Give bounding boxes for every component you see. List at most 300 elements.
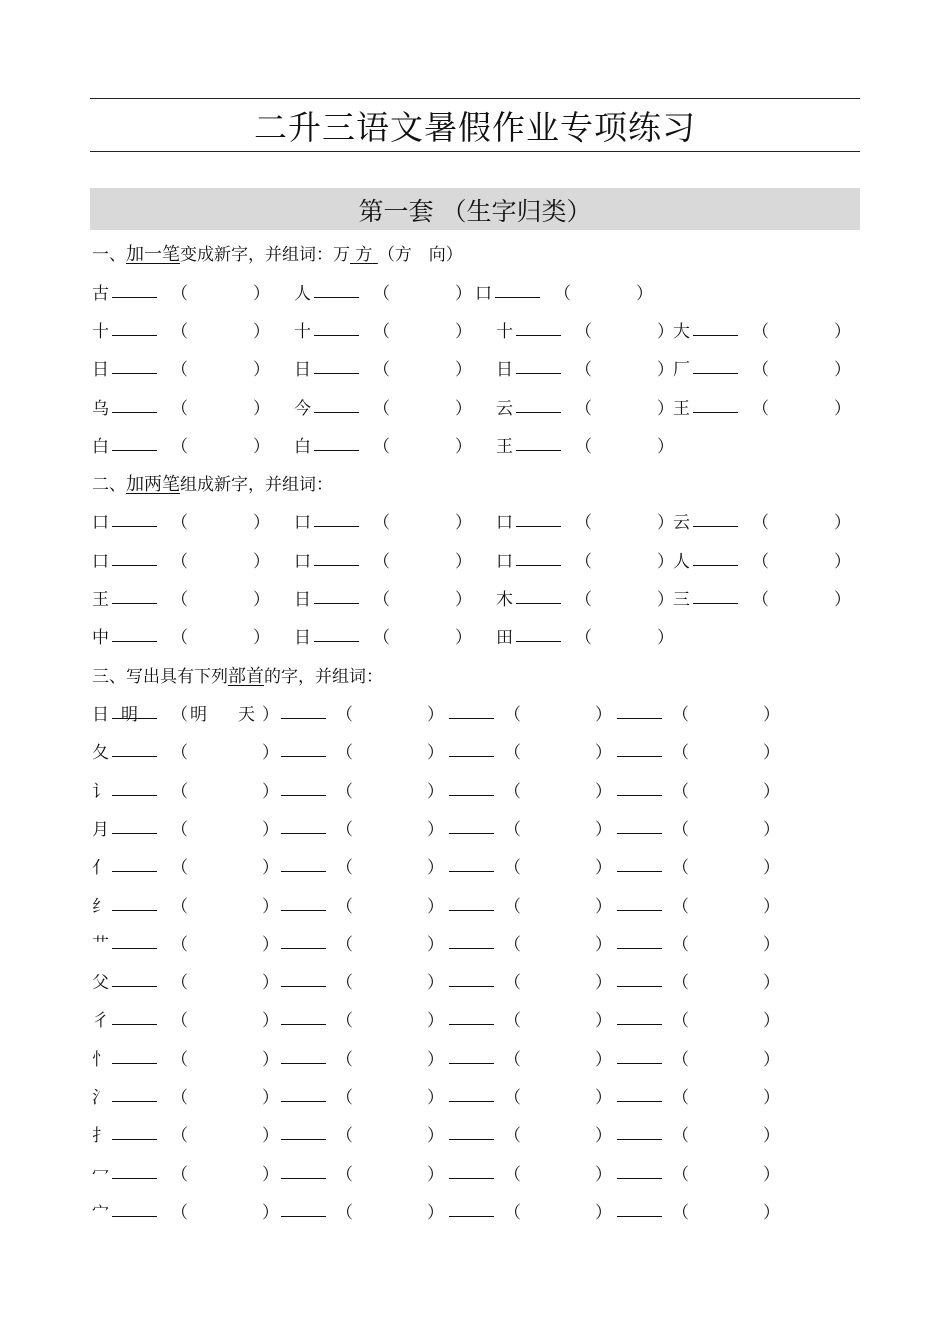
new-char-blank[interactable] [112, 1178, 157, 1179]
new-char-blank[interactable] [693, 373, 738, 374]
new-char-blank[interactable] [495, 297, 540, 298]
section1-prefix: 一、 [92, 245, 126, 265]
paren-open: （ [752, 399, 769, 419]
paren-open: （ [672, 1088, 689, 1108]
paren-close: ） [427, 1164, 444, 1185]
paren-close: ） [427, 1011, 444, 1032]
paren-open: （ [171, 628, 188, 648]
new-char-blank[interactable] [516, 603, 561, 604]
base-char: 十 [294, 322, 311, 342]
char-blank[interactable] [281, 1101, 326, 1102]
new-char-blank[interactable] [112, 526, 157, 527]
paren-open: （ [336, 1126, 353, 1147]
paren-open: （ [752, 552, 769, 572]
paren-close: ） [763, 896, 780, 917]
new-char-blank[interactable] [693, 565, 738, 566]
char-blank[interactable] [449, 795, 494, 796]
char-blank[interactable] [449, 871, 494, 872]
paren-close: ） [763, 1164, 780, 1185]
char-blank[interactable] [449, 1178, 494, 1179]
paren-open: （ [504, 1202, 521, 1223]
new-char-blank[interactable] [112, 641, 157, 642]
base-char: 氵 [92, 1088, 109, 1108]
char-blank[interactable] [281, 718, 326, 719]
paren-close: ） [262, 1088, 279, 1108]
paren-open: （ [504, 781, 521, 802]
base-char: 口 [92, 513, 109, 533]
new-char-blank[interactable] [314, 373, 359, 374]
paren-open: （ [171, 322, 188, 342]
section3-keyword: 部首 [228, 666, 264, 687]
example-answer: 明 [121, 705, 138, 725]
paren-close: ） [427, 1202, 444, 1223]
paren-open: （ [171, 590, 188, 610]
paren-close: ） [262, 973, 279, 994]
base-char: 今 [294, 399, 311, 419]
new-char-blank[interactable] [516, 565, 561, 566]
char-blank[interactable] [449, 1216, 494, 1217]
paren-open: （ [373, 437, 390, 457]
new-char-blank[interactable] [112, 565, 157, 566]
paren-close: ） [595, 858, 612, 879]
section1-example-words: （方 向） [377, 245, 463, 265]
paren-close: ） [595, 934, 612, 955]
paren-open: （ [504, 819, 521, 840]
base-char: 十 [496, 322, 513, 342]
base-char: 白 [92, 437, 109, 457]
paren-open: （ [171, 1088, 188, 1108]
base-char: 口 [475, 284, 492, 304]
paren-open: （ [171, 513, 188, 533]
paren-close: ） [595, 819, 612, 840]
section3-prefix: 三、写出具有下列 [92, 667, 228, 687]
paren-open: （ [575, 552, 592, 572]
base-char: 王 [496, 437, 513, 457]
page-title: 二升三语文暑假作业专项练习 [254, 108, 696, 147]
paren-close: ） [657, 513, 674, 533]
set-header [90, 188, 860, 230]
paren-open: （ [672, 1011, 689, 1032]
char-blank[interactable] [281, 948, 326, 949]
new-char-blank[interactable] [112, 948, 157, 949]
paren-open: （ [171, 1202, 188, 1223]
paren-close: ） [595, 1049, 612, 1070]
base-char: 父 [92, 973, 109, 994]
base-char: 艹 [92, 934, 109, 955]
paren-open: （ [336, 781, 353, 802]
char-blank[interactable] [449, 756, 494, 757]
paren-open: （ [171, 1126, 188, 1147]
paren-close: ） [253, 322, 270, 342]
paren-close: ） [834, 513, 851, 533]
base-char: 大 [673, 322, 690, 342]
char-blank[interactable] [449, 833, 494, 834]
paren-close: ） [763, 781, 780, 802]
paren-close: ） [763, 1202, 780, 1223]
paren-close: ） [763, 934, 780, 955]
base-char: 日 [92, 705, 109, 725]
char-blank[interactable] [281, 986, 326, 987]
paren-close: ） [427, 1126, 444, 1147]
new-char-blank[interactable] [112, 986, 157, 987]
paren-open: （ [373, 284, 390, 304]
new-char-blank[interactable] [112, 297, 157, 298]
paren-close: ） [595, 1126, 612, 1147]
base-char: 讠 [92, 781, 109, 802]
paren-open: （ [575, 322, 592, 342]
paren-open: （ [672, 896, 689, 917]
char-blank[interactable] [617, 871, 662, 872]
base-char: 厂 [673, 360, 690, 380]
paren-close: ） [262, 1202, 279, 1223]
char-blank[interactable] [281, 756, 326, 757]
paren-close: ） [427, 1088, 444, 1108]
paren-open: （ [575, 590, 592, 610]
char-blank[interactable] [617, 1101, 662, 1102]
paren-close: ） [253, 628, 270, 648]
base-char: 王 [673, 399, 690, 419]
paren-open: （ [752, 360, 769, 380]
paren-open: （ [504, 934, 521, 955]
paren-close: ） [427, 781, 444, 802]
paren-close: ） [455, 399, 472, 419]
base-char: 中 [92, 628, 109, 648]
paren-open: （ [171, 781, 188, 802]
new-char-blank[interactable] [112, 450, 157, 451]
paren-close: ） [595, 1088, 612, 1108]
base-char: 口 [496, 513, 513, 533]
new-char-blank[interactable] [112, 412, 157, 413]
paren-close: ） [262, 705, 279, 725]
paren-open: （ [504, 973, 521, 994]
paren-open: （ [752, 513, 769, 533]
base-char: 宀 [92, 1202, 109, 1223]
section2-prefix: 二、 [92, 475, 126, 495]
char-blank[interactable] [281, 1024, 326, 1025]
paren-close: ） [657, 322, 674, 342]
new-char-blank[interactable] [693, 412, 738, 413]
base-char: 人 [673, 552, 690, 572]
paren-close: ） [595, 973, 612, 994]
paren-open: （ [171, 1049, 188, 1070]
char-blank[interactable] [617, 1063, 662, 1064]
paren-open: （ [575, 437, 592, 457]
paren-open: （ [336, 743, 353, 764]
char-blank[interactable] [617, 756, 662, 757]
set-title: 第一套 （生字归类） [358, 197, 592, 226]
paren-open: （ [504, 1164, 521, 1185]
paren-close: ） [427, 705, 444, 725]
char-blank[interactable] [449, 718, 494, 719]
new-char-blank[interactable] [516, 335, 561, 336]
new-char-blank[interactable] [112, 373, 157, 374]
section1-instruction [92, 240, 463, 266]
paren-close: ） [763, 1126, 780, 1147]
paren-open: （ [171, 284, 188, 304]
section3-rest: 的字，并组词： [264, 667, 383, 687]
base-char: 彳 [92, 1011, 109, 1032]
char-blank[interactable] [281, 1063, 326, 1064]
paren-open: （ [336, 896, 353, 917]
char-blank[interactable] [281, 1216, 326, 1217]
paren-close: ） [253, 437, 270, 457]
paren-close: ） [427, 819, 444, 840]
paren-open: （ [373, 628, 390, 648]
paren-open: （ [504, 1088, 521, 1108]
char-blank[interactable] [449, 1101, 494, 1102]
base-char: 古 [92, 284, 109, 304]
new-char-blank[interactable] [112, 910, 157, 911]
paren-close: ） [262, 1164, 279, 1185]
char-blank[interactable] [281, 833, 326, 834]
paren-open: （ [171, 819, 188, 840]
paren-open: （ [504, 896, 521, 917]
paren-close: ） [763, 1088, 780, 1108]
paren-close: ） [427, 858, 444, 879]
paren-close: ） [636, 284, 653, 304]
new-char-blank[interactable] [314, 412, 359, 413]
paren-open: （ [171, 360, 188, 380]
base-char: 口 [92, 552, 109, 572]
paren-open: （ [373, 322, 390, 342]
paren-close: ） [253, 590, 270, 610]
char-blank[interactable] [617, 986, 662, 987]
char-blank[interactable] [617, 718, 662, 719]
paren-close: ） [763, 858, 780, 879]
base-char: 乌 [92, 399, 109, 419]
paren-close: ） [595, 781, 612, 802]
char-blank[interactable] [281, 871, 326, 872]
char-blank[interactable] [449, 948, 494, 949]
new-char-blank[interactable] [314, 526, 359, 527]
base-char: 口 [294, 552, 311, 572]
paren-close: ） [455, 360, 472, 380]
paren-open: （ [373, 399, 390, 419]
paren-open: （ [504, 1126, 521, 1147]
paren-open: （ [672, 858, 689, 879]
new-char-blank[interactable] [314, 603, 359, 604]
new-char-blank[interactable] [112, 1063, 157, 1064]
paren-close: ） [262, 1049, 279, 1070]
char-blank[interactable] [617, 833, 662, 834]
base-char: 纟 [92, 896, 109, 917]
paren-close: ） [455, 513, 472, 533]
new-char-blank[interactable] [693, 526, 738, 527]
paren-open: （ [171, 743, 188, 764]
new-char-blank[interactable] [112, 1024, 157, 1025]
new-char-blank[interactable] [314, 565, 359, 566]
paren-close: ） [262, 1011, 279, 1032]
base-char: 扌 [92, 1126, 109, 1147]
char-blank[interactable] [449, 1024, 494, 1025]
new-char-blank[interactable] [314, 297, 359, 298]
new-char-blank[interactable] [516, 412, 561, 413]
paren-close: ） [657, 399, 674, 419]
paren-close: ） [262, 743, 279, 764]
paren-close: ） [427, 973, 444, 994]
paren-open: （ [672, 819, 689, 840]
paren-open: （ [672, 1126, 689, 1147]
char-blank[interactable] [617, 1178, 662, 1179]
char-blank[interactable] [449, 910, 494, 911]
new-char-blank[interactable] [112, 871, 157, 872]
paren-close: ） [427, 743, 444, 764]
base-char: 日 [294, 628, 311, 648]
char-blank[interactable] [281, 795, 326, 796]
new-char-blank[interactable] [314, 450, 359, 451]
base-char: 夂 [92, 743, 109, 764]
paren-open: （ [171, 858, 188, 879]
paren-close: ） [427, 1049, 444, 1070]
paren-open: （ [672, 1049, 689, 1070]
base-char: 三 [673, 590, 690, 610]
paren-open: （ [373, 360, 390, 380]
paren-close: ） [455, 552, 472, 572]
paren-open: （ [336, 1164, 353, 1185]
new-char-blank[interactable] [516, 373, 561, 374]
section1-example-answer: 方 [355, 245, 373, 265]
paren-open: （ [171, 1164, 188, 1185]
new-char-blank[interactable] [112, 335, 157, 336]
base-char: 日 [92, 360, 109, 380]
new-char-blank[interactable] [516, 450, 561, 451]
paren-close: ） [262, 858, 279, 879]
paren-close: ） [763, 819, 780, 840]
paren-close: ） [262, 896, 279, 917]
paren-open: （ [672, 1164, 689, 1185]
paren-close: ） [595, 896, 612, 917]
char-blank[interactable] [449, 1063, 494, 1064]
char-blank[interactable] [617, 1139, 662, 1140]
paren-close: ） [253, 552, 270, 572]
paren-close: ） [595, 705, 612, 725]
paren-close: ） [262, 781, 279, 802]
paren-open: （ [575, 360, 592, 380]
title-bar [90, 98, 860, 152]
paren-open: （ [504, 1049, 521, 1070]
paren-close: ） [657, 437, 674, 457]
paren-open: （ [171, 934, 188, 955]
new-char-blank[interactable] [693, 335, 738, 336]
char-blank[interactable] [449, 1139, 494, 1140]
new-char-blank[interactable] [112, 833, 157, 834]
char-blank[interactable] [617, 1024, 662, 1025]
new-char-blank[interactable] [112, 1216, 157, 1217]
char-blank[interactable] [617, 1216, 662, 1217]
paren-close: ） [427, 934, 444, 955]
paren-close: ） [763, 1011, 780, 1032]
paren-open: （ [336, 973, 353, 994]
paren-open: （ [672, 705, 689, 725]
paren-open: （ [373, 513, 390, 533]
paren-close: ） [763, 1049, 780, 1070]
paren-open: （ [575, 399, 592, 419]
paren-close: ） [657, 590, 674, 610]
paren-open: （ [171, 973, 188, 994]
paren-open: （ [504, 705, 521, 725]
new-char-blank[interactable] [112, 603, 157, 604]
paren-open: （ [672, 934, 689, 955]
paren-close: ） [262, 1126, 279, 1147]
char-blank[interactable] [617, 795, 662, 796]
paren-close: ） [834, 399, 851, 419]
paren-open: （ [171, 1011, 188, 1032]
paren-open: （ [672, 1202, 689, 1223]
paren-open: （ [504, 858, 521, 879]
paren-close: ） [834, 552, 851, 572]
new-char-blank[interactable] [314, 641, 359, 642]
paren-close: ） [253, 284, 270, 304]
base-char: 日 [294, 360, 311, 380]
paren-close: ） [455, 590, 472, 610]
char-blank[interactable] [281, 1139, 326, 1140]
paren-open: （ [336, 1049, 353, 1070]
example-word-1: 明 [190, 705, 207, 725]
paren-open: （ [672, 743, 689, 764]
char-blank[interactable] [617, 948, 662, 949]
paren-open: （ [171, 437, 188, 457]
new-char-blank[interactable] [693, 603, 738, 604]
paren-open: （ [336, 819, 353, 840]
new-char-blank[interactable] [112, 1139, 157, 1140]
new-char-blank[interactable] [112, 1101, 157, 1102]
char-blank[interactable] [281, 1178, 326, 1179]
base-char: 冖 [92, 1164, 109, 1185]
new-char-blank[interactable] [516, 641, 561, 642]
paren-open: （ [575, 628, 592, 648]
paren-close: ） [595, 1164, 612, 1185]
section2-keyword: 加两笔 [126, 474, 180, 495]
base-char: 十 [92, 322, 109, 342]
section3-instruction [92, 662, 383, 688]
paren-close: ） [455, 284, 472, 304]
new-char-blank[interactable] [516, 526, 561, 527]
paren-close: ） [455, 322, 472, 342]
paren-close: ） [763, 743, 780, 764]
base-char: 王 [92, 590, 109, 610]
base-char: 白 [294, 437, 311, 457]
paren-close: ） [262, 934, 279, 955]
paren-close: ） [763, 705, 780, 725]
paren-close: ） [455, 437, 472, 457]
paren-open: （ [336, 1202, 353, 1223]
base-char: 口 [496, 552, 513, 572]
new-char-blank[interactable] [314, 335, 359, 336]
base-char: 口 [294, 513, 311, 533]
char-blank[interactable] [449, 986, 494, 987]
paren-open: （ [752, 590, 769, 610]
base-char: 日 [496, 360, 513, 380]
base-char: 人 [294, 284, 311, 304]
paren-close: ） [262, 819, 279, 840]
char-blank[interactable] [281, 910, 326, 911]
paren-close: ） [253, 360, 270, 380]
new-char-blank[interactable] [112, 756, 157, 757]
paren-close: ） [763, 973, 780, 994]
new-char-blank[interactable] [112, 795, 157, 796]
paren-close: ） [595, 1202, 612, 1223]
paren-open: （ [373, 590, 390, 610]
char-blank[interactable] [617, 910, 662, 911]
section2-rest: 组成新字，并组词： [180, 475, 333, 495]
paren-open: （ [336, 1088, 353, 1108]
base-char: 日 [294, 590, 311, 610]
paren-open: （ [336, 705, 353, 725]
section1-keyword: 加一笔 [126, 244, 180, 265]
base-char: 云 [496, 399, 513, 419]
paren-open: （ [336, 1011, 353, 1032]
paren-open: （ [171, 896, 188, 917]
